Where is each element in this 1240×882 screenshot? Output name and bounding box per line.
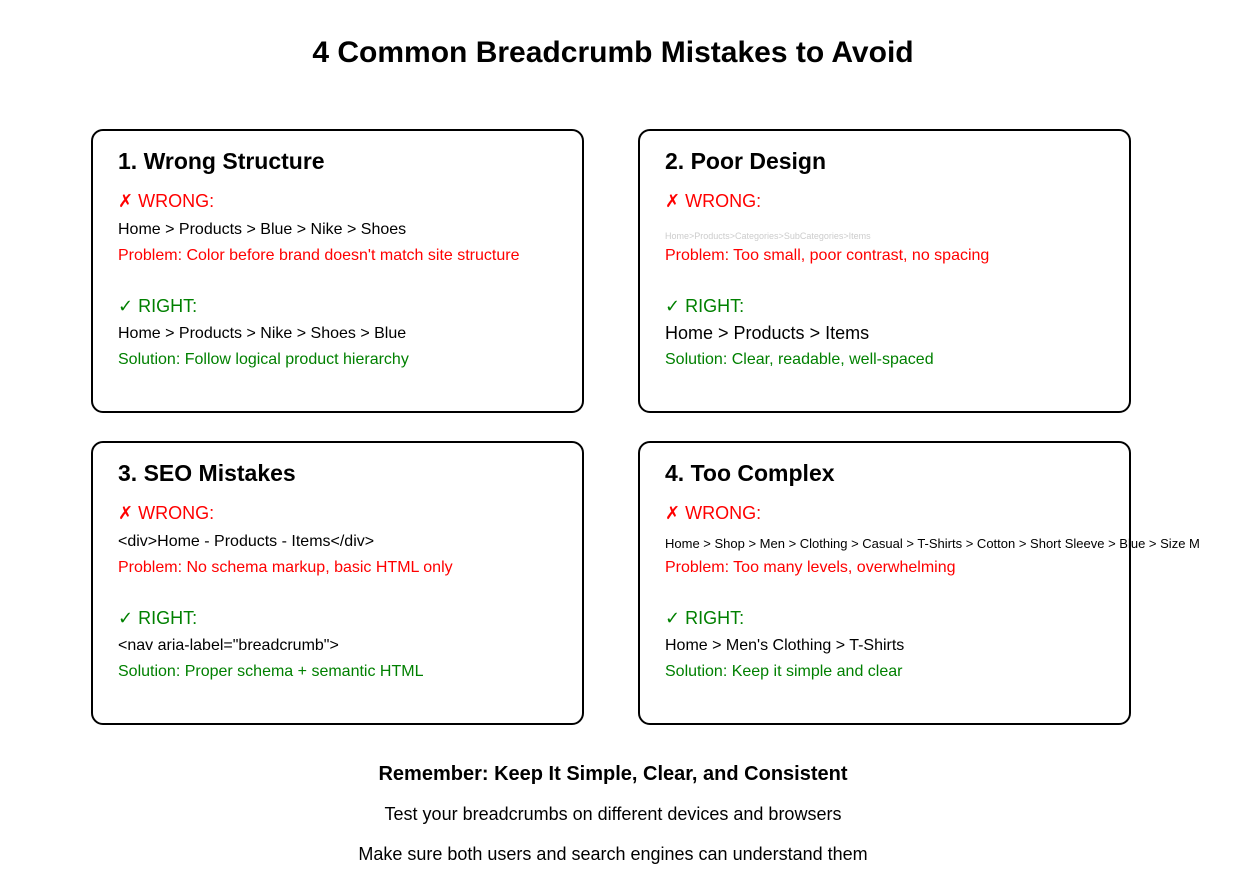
wrong-code-example: <div>Home - Products - Items</div>	[118, 533, 375, 550]
card-title: 1. Wrong Structure	[118, 148, 325, 174]
mistake-card-wrong-structure	[91, 129, 584, 413]
right-label: ✓ RIGHT:	[665, 608, 745, 628]
right-label: ✓ RIGHT:	[665, 296, 745, 316]
wrong-label: ✗ WRONG:	[665, 503, 762, 523]
wrong-breadcrumb-example: Home>Products>Categories>SubCategories>Items	[665, 231, 871, 241]
card-title: 2. Poor Design	[665, 148, 827, 174]
right-label: ✓ RIGHT:	[118, 608, 198, 628]
wrong-breadcrumb-example: Home > Products > Blue > Nike > Shoes	[118, 221, 407, 238]
solution-text: Solution: Clear, readable, well-spaced	[665, 351, 934, 368]
wrong-label: ✗ WRONG:	[118, 503, 215, 523]
right-breadcrumb-example: Home > Men's Clothing > T-Shirts	[665, 637, 905, 654]
problem-text: Problem: No schema markup, basic HTML only	[118, 559, 453, 576]
right-label: ✓ RIGHT:	[118, 296, 198, 316]
wrong-label: ✗ WRONG:	[665, 191, 762, 211]
footer-tip-devices: Test your breadcrumbs on different devices and browsers	[384, 804, 842, 824]
right-code-example: <nav aria-label="breadcrumb">	[118, 637, 339, 654]
wrong-breadcrumb-example: Home > Shop > Men > Clothing > Casual > T-Shirts > Cotton > Short Sleeve > Blue > Size M	[665, 536, 1200, 551]
mistake-card-poor-design	[638, 129, 1131, 413]
right-breadcrumb-example: Home > Products > Nike > Shoes > Blue	[118, 325, 407, 342]
page-title: 4 Common Breadcrumb Mistakes to Avoid	[312, 36, 914, 69]
footer-tip-understand: Make sure both users and search engines can understand them	[358, 844, 868, 864]
card-title: 3. SEO Mistakes	[118, 460, 296, 486]
solution-text: Solution: Proper schema + semantic HTML	[118, 663, 424, 680]
problem-text: Problem: Color before brand doesn't match site structure	[118, 247, 520, 264]
solution-text: Solution: Keep it simple and clear	[665, 663, 903, 680]
problem-text: Problem: Too small, poor contrast, no spacing	[665, 247, 990, 264]
solution-text: Solution: Follow logical product hierarchy	[118, 351, 409, 368]
right-breadcrumb-example: Home > Products > Items	[665, 323, 870, 343]
problem-text: Problem: Too many levels, overwhelming	[665, 559, 956, 576]
card-title: 4. Too Complex	[665, 460, 835, 486]
mistake-card-seo-mistakes	[91, 441, 584, 725]
footer-heading: Remember: Keep It Simple, Clear, and Consistent	[378, 763, 848, 785]
wrong-label: ✗ WRONG:	[118, 191, 215, 211]
mistake-card-too-complex	[638, 441, 1200, 725]
